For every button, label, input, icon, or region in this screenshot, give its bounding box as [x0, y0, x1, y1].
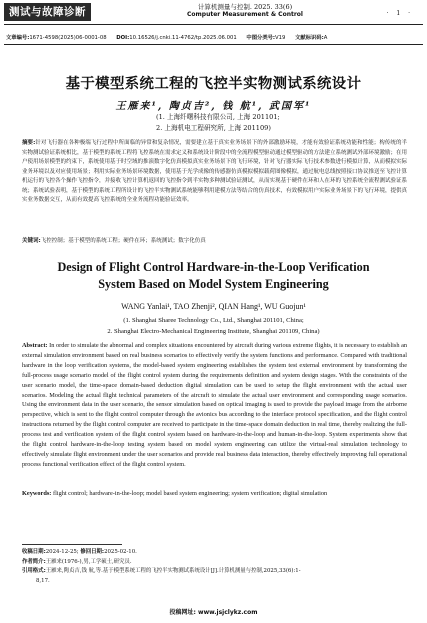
en-title [0, 259, 427, 293]
meta-rule [4, 44, 423, 45]
doi: 10.16526/j.cnki.11-4762/tp.2025.06.001 [129, 35, 237, 41]
header-rule [4, 24, 423, 25]
journal-cn: 计算机测量与控制. 2025. 33(6) [197, 3, 293, 11]
en-title-line-2: System Based on Model System Engineering [98, 277, 329, 291]
cn-keywords [22, 237, 407, 247]
page-header [0, 0, 427, 30]
footnote-rule [22, 544, 122, 545]
cn-affiliation-2: 2. 上海机电工程研究所, 上海 201109) [156, 124, 271, 132]
cn-keywords-text: 飞控控制；基于模型的系统工程；硬件在环；系统测试；数字化仿真 [40, 238, 206, 244]
journal-name [170, 3, 320, 19]
received-date: 2024-12-25; [45, 549, 79, 555]
section-tag: 测试与故障诊断 [4, 3, 91, 21]
cn-abstract-label: 摘要: [22, 140, 36, 146]
revised-label: 修回日期: [80, 549, 105, 555]
cite-label: 引用格式: [22, 568, 46, 575]
received-label: 收稿日期: [22, 549, 46, 555]
cn-authors: 王雁来¹, 陶贞吉², 钱 航¹, 武国军¹ [115, 101, 312, 112]
article-no: 1671-4598(2025)06-0001-08 [29, 35, 107, 41]
cn-abstract-text: 针对飞行器在各种极端飞行过程中所面临的异常和复杂情况，需要建立基于真实业务场景下的外部激励环境，才能有效验证系统功能和性能；构传统的半实物测试验证系统相比，基于模型的系统工程将飞控系统在需求定义和系统设计阶段中的全流程模型驱动通过模型驱动的方法建立系统测试外部环境激励；在用户使用场景模型的约束下，系统使用基于时空域的推演数字化仿真模拟真实业务场景下的飞行环境，针对飞行器实际飞行技术参数进行模拟计算，从而模拟实际业务环境以及对应使用场景；利用实际业务场景环境数据，使用基于光学成像的传感器仿真模拟模拟载荷图像模拟，通过航电总线按照接口协议推送至飞控计算机运行的飞控各个操作飞控指令，并接收飞控计算机返回的飞控指令到半实物多种测试验证测试，从而实现基于硬件在环和人在环的飞控系统全流程测试验证系统；系统试验表明，基于模型的系统工程所设计的飞控半实物测试系统能够利用建模方法等结合的仿真技术，有效模拟用户实际业务场景下的飞行环境，提供真实业务数据交互，从而有效提高飞控系统的全业务流程功能验证效率。 [22, 140, 407, 203]
article-no-label: 文章编号: [6, 35, 30, 41]
doc-code-label: 文献标识码: [295, 35, 324, 41]
submission-url[interactable]: 投稿网址: www.jsjclykz.com [169, 609, 258, 616]
en-authors: WANG Yanlai¹, TAO Zhenji², QIAN Hang¹, WU Guojun¹ [121, 302, 306, 311]
revised-date: 2025-02-10. [104, 549, 137, 555]
en-keywords [22, 489, 407, 509]
en-title-line-1: Design of Flight Control Hardware-in-the-Loop Verification [57, 260, 370, 274]
journal-en: Computer Measurement & Control [187, 11, 303, 18]
footnote-author [22, 558, 407, 568]
en-keywords-text: flight control; hardware-in-the-loop; model based system engineering; system verification; digital simulation [52, 490, 328, 497]
clc-label: 中图分类号: [246, 35, 276, 41]
clc: V19 [275, 35, 286, 41]
en-keywords-label: Keywords: [22, 490, 52, 497]
en-affiliation-2: 2. Shanghai Electro-Mechanical Engineering Institute, Shanghai 201109, China) [107, 328, 320, 335]
citation-continued: 8,17. [36, 577, 50, 584]
article-meta [6, 33, 421, 43]
en-abstract-label: Abstract: [22, 342, 48, 349]
en-affiliation-1: (1. Shanghai Sharee Technology Co., Ltd., Shanghai 201101, China; [123, 317, 304, 324]
doi-label: DOI: [116, 35, 130, 41]
citation-text: 王雁来,陶贞吉,钱 航,等.基于模型系统工程的飞控半实物测试系统设计[J].计算机测量与控制,2025,33(6):1- [45, 568, 301, 575]
author-bio: 王雁来(1976-),男,工学硕士,研究员. [45, 558, 132, 565]
doc-code: A [323, 35, 328, 41]
footnote-citation [22, 567, 407, 577]
cn-title: 基于模型系统工程的飞控半实物测试系统设计 [65, 76, 362, 92]
author-label: 作者简介: [22, 558, 46, 565]
en-abstract-text: In order to simulate the abnormal and complex situations encountered by aircraft during various extreme flights, it is necessary to establish an external simulation environment based on real business scenarios to effectively verify the system functions and performance. Compared with traditional hardware in the loop verification systems, the model-based system engineering establishes the system test external environment by transforming the full-process usage scenario model of the flight control system during the requirements definition and system design stages. With the constraints of the user scenario model, the time-space domain-based deduction digital simulation can be used to setup the flight environment with the actual user scenarios. Modeling the actual flight technical parameters of the aircraft to simulate the actual user environment and corresponding usage scenarios. Using the environment data in the user scenario, the sensor simulation based on optical imaging is used to provide the payload image from the airborne perspective, which is sent to the flight control computer through the avionics bus according to the interface protocol specification, and the flight control instructions returned by the flight control computer are received to participate in the time-space domain deduction in real time, thereby realizing the full-process test and verification system of the flight control system based on hardware-in-the-loop and human-in-the-loop. System experiments show that the flight control hardware-in-the-loop testing system based on model system engineering can utilize the virtual-real simulation technology to effectively simulate flight environment under the user scenarios and provide real business data interaction, thereby effectively improving full operational process functional verification effect of the flight control system. [22, 342, 407, 468]
page-marker: · 1 · [386, 10, 413, 17]
cn-affiliation-1: (1. 上海纤曙科技有限公司, 上海 201101; [156, 113, 280, 121]
cn-keywords-label: 关键词: [22, 238, 41, 244]
cn-abstract [22, 139, 407, 237]
en-abstract [22, 341, 407, 489]
footnote-dates [22, 548, 407, 558]
footnotes [22, 548, 407, 586]
